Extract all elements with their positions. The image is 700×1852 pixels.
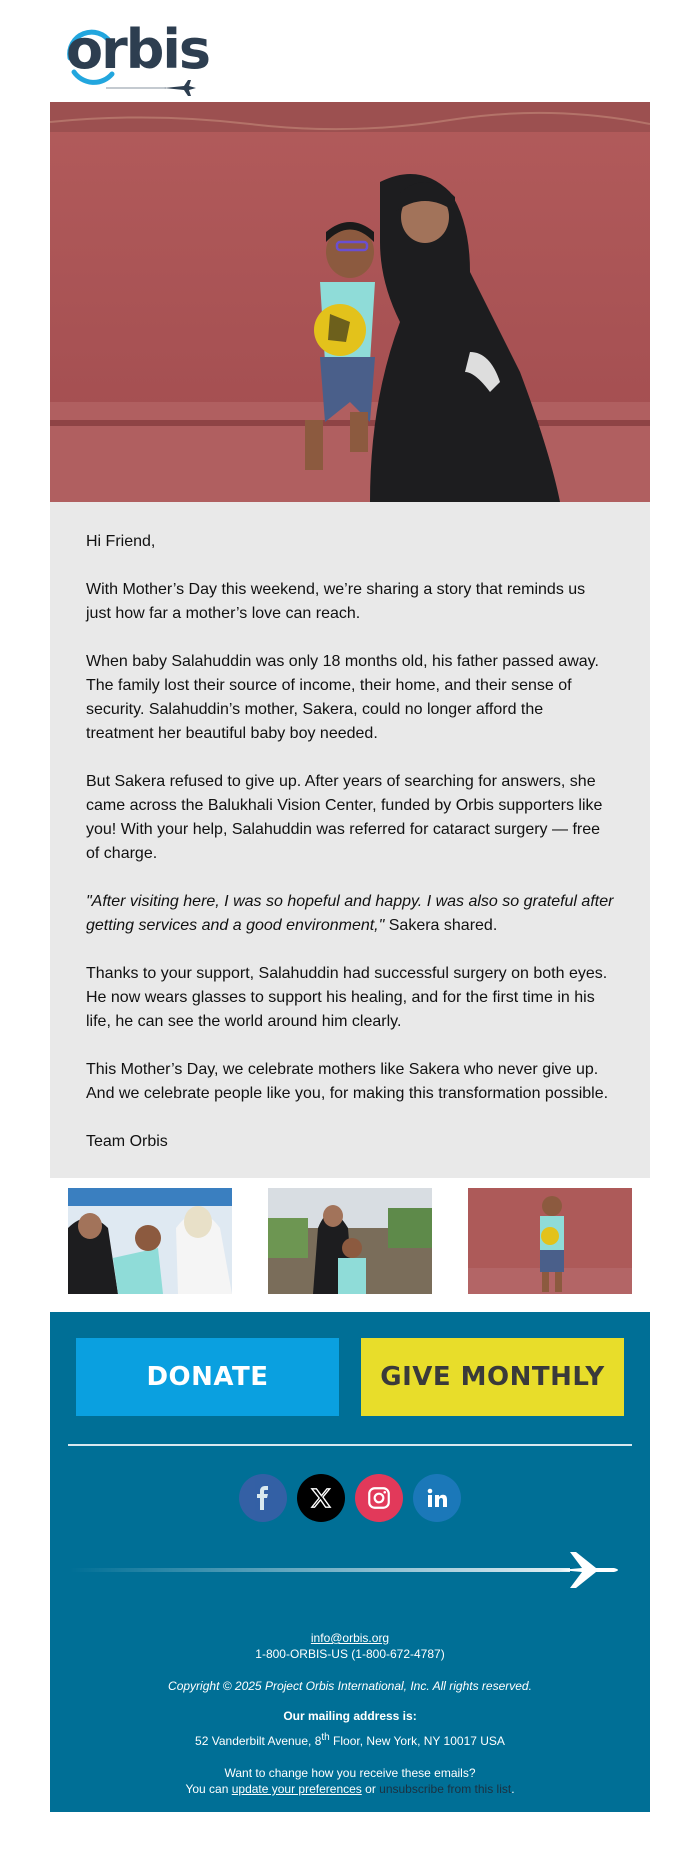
instagram-icon[interactable] xyxy=(355,1474,403,1522)
orbis-logo[interactable] xyxy=(66,18,210,96)
give-monthly-button[interactable]: GIVE MONTHLY xyxy=(361,1338,624,1416)
preferences-question: Want to change how you receive these emails? xyxy=(224,1766,476,1780)
airplane-trail-icon xyxy=(70,1550,630,1590)
thumbnail-outdoor xyxy=(268,1188,432,1294)
signoff: Team Orbis xyxy=(86,1133,168,1150)
paragraph-celebrate: This Mother’s Day, we celebrate mothers like Sakera who never give up. And we celebrate people like you, for making this transformation possible. xyxy=(86,1061,609,1102)
copyright: Copyright © 2025 Project Orbis International, Inc. All rights reserved. xyxy=(168,1679,532,1693)
photo-thumbnails xyxy=(50,1188,650,1294)
donate-button[interactable]: DONATE xyxy=(76,1338,339,1416)
unsubscribe-link[interactable]: unsubscribe from this list xyxy=(379,1782,512,1796)
x-icon[interactable] xyxy=(297,1474,345,1522)
social-links xyxy=(50,1474,650,1522)
paragraph-vision-center: But Sakera refused to give up. After years of searching for answers, she came across the Balukhali Vision Center, funded by Orbis supporters like you! With your help, Salahuddin was referred for cataract surgery — free of charge. xyxy=(86,773,603,862)
thumbnail-boy-with-ball xyxy=(468,1188,632,1294)
preferences-line: You can update your preferences or unsubscribe from this list. xyxy=(185,1782,515,1796)
thumbnail-eye-exam xyxy=(68,1188,232,1294)
paragraph-quote xyxy=(86,890,614,938)
footer xyxy=(50,1312,650,1812)
facebook-icon[interactable] xyxy=(239,1474,287,1522)
mailing-address-heading: Our mailing address is: xyxy=(283,1709,417,1723)
quote-attribution: Sakera shared. xyxy=(384,917,498,934)
paragraph-intro: With Mother’s Day this weekend, we’re sharing a story that reminds us just how far a mother’s love can reach. xyxy=(86,581,586,622)
linkedin-icon[interactable] xyxy=(413,1474,461,1522)
phone-number: 1-800-ORBIS-US (1-800-672-4787) xyxy=(255,1647,445,1661)
hero-photo-mother-and-child xyxy=(50,102,650,502)
email-link[interactable]: info@orbis.org xyxy=(310,1631,390,1645)
greeting: Hi Friend, xyxy=(86,533,156,550)
footer-info xyxy=(50,1630,650,1797)
letter-body xyxy=(50,502,650,1178)
update-preferences-link[interactable]: update your preferences xyxy=(231,1782,362,1796)
mailing-address: 52 Vanderbilt Avenue, 8th Floor, New York, NY 10017 USA xyxy=(195,1732,505,1748)
paragraph-surgery: Thanks to your support, Salahuddin had successful surgery on both eyes. He now wears glasses to support his healing, and for the first time in his life, he can see the world around him clearly. xyxy=(86,965,608,1030)
footer-divider xyxy=(68,1444,632,1446)
logo-wordmark: orbis xyxy=(66,18,210,81)
paragraph-story: When baby Salahuddin was only 18 months old, his father passed away. The family lost their source of income, their home, and their sense of security. Salahuddin’s mother, Sakera, could no longer afford the treatment her beautiful baby boy needed. xyxy=(86,653,599,742)
quote-text: "After visiting here, I was so hopeful and happy. I was also so grateful after getting services and a good environment," xyxy=(86,893,614,934)
